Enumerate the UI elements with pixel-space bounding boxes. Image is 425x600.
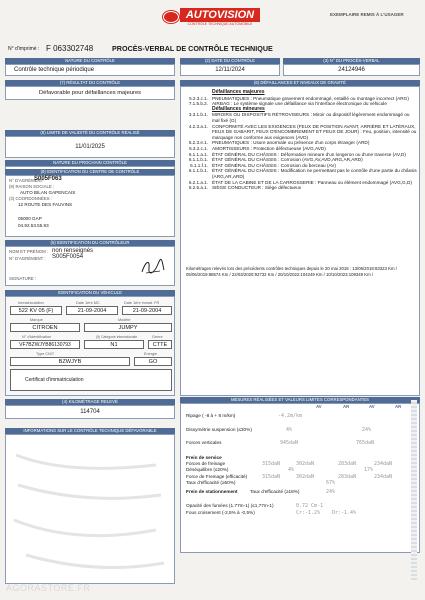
info-header: INFORMATIONS SUR LE CONTRÔLE TECHNIQUE DÉFAVORABLE <box>5 428 175 434</box>
opacity-label: Opacité des fumées (1.77m-1) (≤1,77m-1) <box>186 503 274 508</box>
controller-agrement-label: N° D'AGRÉMENT : <box>9 256 46 261</box>
controller-agrement-value: S005F0054 <box>52 254 84 260</box>
defect-text: SIÈGE CONDUCTEUR : Siège défectueux <box>212 185 302 191</box>
efficiency-force-label: Force de Freinage (efficacité) <box>186 474 248 479</box>
defects-header: (6) DÉFAILLANCES ET NIVEAUX DE GRAVITÉ <box>180 80 420 86</box>
measures-col-ar-2: AR <box>395 404 402 409</box>
model-label: Modèle <box>118 318 131 322</box>
efficiency-rate-label: Taux d'efficacité (≥50%) <box>186 480 236 485</box>
signature-scribble-icon <box>140 258 166 276</box>
validity-box <box>5 136 175 158</box>
defect-item <box>184 124 418 141</box>
measures-col-av-1: AV <box>316 404 322 409</box>
mileage-box <box>5 405 175 419</box>
defect-code: 6.1.1.f.1. <box>190 162 208 168</box>
coordinates-label: (3) COORDONNÉES : <box>9 196 52 201</box>
date1-label: Date 1ère MC <box>76 301 100 305</box>
logo <box>163 8 261 30</box>
defect-code: 6.2.1.a.1. <box>188 179 208 185</box>
genre-value: CTTE <box>148 340 172 349</box>
phone: 04.92.53.55.93 <box>18 223 49 228</box>
defect-code: 6.1.1.a.1. <box>188 151 208 157</box>
defect-code: 5.3.2.c.1. <box>189 145 208 151</box>
parking-brake-title: Frein de stationnement <box>186 489 238 494</box>
watermark: AGORASTORE.FR <box>6 583 91 593</box>
vertical-forces-label: Forces verticales <box>186 440 222 445</box>
efficiency-force-3: 283daN <box>338 474 357 480</box>
logo-badge-icon <box>163 11 179 23</box>
date-box <box>180 64 280 76</box>
nature-box <box>5 64 175 76</box>
info-scribble-icon <box>6 435 174 583</box>
measures-col-av-2: AV <box>369 404 375 409</box>
centre-header: (9) IDENTIFICATION DU CENTRE DE CONTRÔLE <box>5 169 175 175</box>
imbalance-label: Déséquilibre (≤20%) <box>186 467 229 472</box>
energy-label: Energie <box>144 352 158 356</box>
defect-code: 5.2.3.c.1. <box>189 95 208 101</box>
defect-text: CONFORMITÉ AVEC LES EXIGENCES (FEUX DE POSITION AVANT, ARRIÈRE ET LATÉRAUX, FEUX DE GABARIT, FEUX D'ENCOMBREMENT ET FEUX DE JOUR) : Feu, position, intensité ou marquage non conforme aux exigences (AVD) <box>212 123 417 140</box>
efficiency-force-4: 234daN <box>374 474 393 480</box>
defect-code: 3.3.1.b.1. <box>188 112 208 118</box>
defect-text: ÉTAT GÉNÉRAL DU CHÂSSIS : Corrosion du berceau (AV) <box>212 162 336 168</box>
brand-label: Marque <box>30 318 43 322</box>
category-value: N1 <box>84 340 144 349</box>
type-value: BZWJYB <box>10 357 130 366</box>
mileage-header: (4) KILOMÉTRAGE RELEVÉ <box>5 399 175 405</box>
braking-force-4: 234daN <box>374 461 393 467</box>
imbalance-rear: 17% <box>364 467 374 473</box>
raison-sociale-value: AUTO BILAN GAPENCAIS <box>20 190 76 195</box>
braking-forces-label: Forces de freinage <box>186 461 226 466</box>
signature-label: SIGNATURE : <box>9 276 37 281</box>
ripage-label: Ripage ( -8 à + 8 m/km) <box>186 413 236 418</box>
vertical-forces-rear: 765daN <box>356 440 375 446</box>
nature-header: NATURE DU CONTRÔLE <box>5 58 175 64</box>
vin-value: VF7BZWJYB86130793 <box>10 340 80 349</box>
lights-left: Cr:-1.2% <box>296 510 321 516</box>
logo-text: AUTOVISION <box>180 8 260 22</box>
pv-number-value: 24124946 <box>338 67 365 73</box>
defect-code: 6.1.1.b.1. <box>188 168 208 174</box>
dissymetry-front: 4% <box>286 427 293 433</box>
copy-label: EXEMPLAIRE REMIS À L'USAGER <box>330 12 404 17</box>
date2-value: 21-09-2004 <box>122 306 172 315</box>
defect-text: MIROIRS OU DISPOSITIFS RÉTROVISEURS : Miroir ou dispositif légèrement endommagé ou mal fixé (G) <box>212 112 410 123</box>
vehicle-header: IDENTIFICATION DU VÉHICULE <box>5 290 175 296</box>
date2-label: Date 1ère immat. FR <box>124 301 160 305</box>
service-brake-title: Frein de service <box>186 455 222 460</box>
efficiency-force-2: 302daN <box>296 474 315 480</box>
defect-text: ÉTAT GÉNÉRAL DU CHÂSSIS : Déformation mineure d'un longeron ou d'une traverse (AV,D) <box>212 151 406 157</box>
parking-brake-label: Taux d'efficacité (≥18%) <box>250 489 300 494</box>
plate-value: 522 KV 05 (F) <box>10 306 62 315</box>
defect-text: ÉTAT DE LA CABINE ET DE LA CARROSSERIE : Panneau ou élément endommagé (AVG,G,D) <box>212 179 412 185</box>
nature-value: Contrôle technique périodique <box>14 67 95 73</box>
mileage-history: Kilométrages relevés lors des précédents contrôles techniques depuis le 20 mai 2018 : 13/06/2018:83323 Km / 05/06/2019:88574 Km / 22/03/2020:92732 Km / 20/10/2022:104249 Km / 10/10/2023:109349 Km / <box>186 266 397 277</box>
defect-text: AIRBAG : Le système signale une défaillance via l'interface électronique du véhicule <box>212 101 387 107</box>
defect-text: PNEUMATIQUES : Usure anormale ou présence d'un corps étranger (ARD) <box>212 140 370 146</box>
braking-force-3: 283daN <box>338 461 357 467</box>
controller-name-label: NOM ET PRÉNOM : <box>9 249 49 254</box>
registration-document: Certificat d'immatriculation <box>10 369 172 391</box>
efficiency-force-1: 315daN <box>262 474 281 480</box>
raison-sociale-label: (9) RAISON SOCIALE : <box>9 184 55 189</box>
genre-label: Genre <box>152 335 163 339</box>
dissymetry-label: Dissymétrie suspension (≤30%) <box>186 427 252 432</box>
type-label: Type CNIT <box>36 352 55 356</box>
measures-header: MESURES RÉALISÉES ET VALEURS LIMITES CORRESPONDANTES <box>180 397 420 403</box>
defect-item <box>184 168 418 179</box>
brand-value: CITROEN <box>10 323 80 332</box>
centre-agrement-label: N° D'AGRÉMENT <box>9 178 44 183</box>
defect-text: ÉTAT GÉNÉRAL DU CHÂSSIS : Modification ne permettant pas le contrôle d'une partie du châssis (ARG,AR,ARD) <box>212 168 417 179</box>
dissymetry-rear: 24% <box>362 427 372 433</box>
defects-list <box>184 90 418 191</box>
vertical-forces-front: 945daN <box>280 440 299 446</box>
defect-item <box>184 185 418 191</box>
defect-text: Défaillances mineures <box>212 105 265 112</box>
result-box <box>5 86 175 100</box>
controller-header: (5) IDENTIFICATION DU CONTRÔLEUR <box>5 240 175 246</box>
date1-value: 21-09-2004 <box>66 306 118 315</box>
address-line-1: 12 ROUTE DES FAUVINS <box>18 202 73 207</box>
defect-code: 5.2.3.e.1. <box>188 140 208 146</box>
energy-value: GO <box>134 357 172 366</box>
ripage-value: -4.2m/km <box>278 413 303 419</box>
opacity-value: 0.72 Cm-1 <box>296 503 324 509</box>
defect-item <box>184 112 418 123</box>
parking-brake-value: 24% <box>326 489 336 495</box>
efficiency-rate-value: 67% <box>326 480 336 486</box>
vin-label: N° d'identification <box>22 335 52 339</box>
defect-text: PNEUMATIQUES : Pneumatique gravement endommagé, entaillé ou montage incorrect (ARG) <box>212 95 409 101</box>
defect-text: ÉTAT GÉNÉRAL DU CHÂSSIS : Corrosion (AVG,AV,AVD,ARG,AR,ARD) <box>212 157 363 163</box>
lights-right: Dr:-1.4% <box>332 510 357 516</box>
result-value: Défavorable pour défaillances majeures <box>38 90 142 96</box>
info-box <box>5 434 175 584</box>
date-header: (2) DATE DU CONTRÔLE <box>180 58 280 64</box>
pv-number-header: (3) N° DU PROCÈS-VERBAL <box>283 58 420 64</box>
defect-code: 7.1.5.b.2. <box>188 101 208 107</box>
defect-text: Défaillances majeures <box>212 89 265 95</box>
braking-force-2: 302daN <box>296 461 315 467</box>
print-number-label: N° d'imprimé : <box>8 46 40 52</box>
date-value: 12/11/2024 <box>215 67 245 73</box>
lights-label: Fous croisement (-2,5% à -0,5%) <box>186 510 255 515</box>
category-label: (5) Catégorie internationale <box>96 335 138 339</box>
defect-code: 6.2.5.a.1. <box>188 185 208 191</box>
model-value: JUMPY <box>84 323 172 332</box>
security-strip <box>411 400 417 580</box>
mileage-value: 114704 <box>80 409 100 415</box>
plate-label: Immatriculation <box>18 301 44 305</box>
result-header: (7) RÉSULTAT DU CONTRÔLE <box>5 80 175 86</box>
centre-agrement-value: S005F063 <box>34 176 62 182</box>
braking-force-1: 315daN <box>262 461 281 467</box>
address-line-2: 05000 GAP <box>18 216 42 221</box>
pv-number-box <box>283 64 420 76</box>
defect-code: 4.2.3.a.1. <box>188 123 208 129</box>
defect-code: 6.1.1.b.1. <box>188 157 208 163</box>
document-title: PROCÈS-VERBAL DE CONTRÔLE TECHNIQUE <box>112 44 273 53</box>
print-number: F 063302748 <box>46 44 94 53</box>
controller-name-value: non renseignés <box>52 248 94 254</box>
defect-text: AMORTISSEURS : Protection défectueuse (AVG,AVD) <box>212 145 326 151</box>
measures-col-ar-1: AR <box>343 404 350 409</box>
validity-header: (8) LIMITE DE VALIDITÉ DU CONTRÔLE RÉALISÉ <box>5 130 175 136</box>
validity-value: 11/01/2025 <box>75 144 105 150</box>
logo-subtitle: CONTRÔLE TECHNIQUE AUTOMOBILE <box>187 22 253 26</box>
imbalance-front: 4% <box>288 467 295 473</box>
next-control-header: NATURE DU PROCHAIN CONTRÔLE <box>5 160 175 166</box>
